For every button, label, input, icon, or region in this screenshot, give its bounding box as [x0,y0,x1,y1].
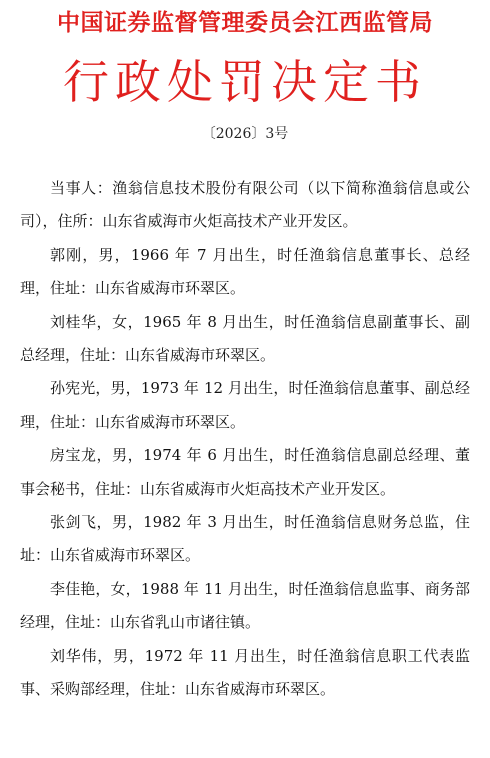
party-paragraph: 张剑飞，男，1982 年 3 月出生，时任渔翁信息财务总监，住址：山东省威海市环翠区。 [20,513,470,565]
party-paragraph: 刘桂华，女，1965 年 8 月出生，时任渔翁信息副董事长、副总经理，住址：山东省威海市环翠区。 [20,312,470,365]
party-paragraph: 房宝龙，男，1974 年 6 月出生，时任渔翁信息副总经理、董事会秘书，住址：山东省威海市火炬高技术产业开发区。 [20,446,470,498]
document-title: 行政处罚决定书 [63,55,427,109]
issuing-agency: 中国证券监督管理委员会江西监管局 [57,9,433,36]
document-number: 〔2026〕3号 [201,126,289,142]
party-paragraph: 当事人：渔翁信息技术股份有限公司（以下简称渔翁信息或公司），住所：山东省威海市火炬高技术产业开发区。 [20,179,470,231]
party-paragraph: 李佳艳，女，1988 年 11 月出生，时任渔翁信息监事、商务部经理，住址：山东省乳山市诸往镇。 [20,579,470,632]
party-paragraph: 刘华伟，男，1972 年 11 月出生，时任渔翁信息职工代表监事、采购部经理，住址：山东省威海市环翠区。 [20,646,470,699]
party-paragraph: 孙宪光，男，1973 年 12 月出生，时任渔翁信息董事、副总经理，住址：山东省威海市环翠区。 [20,379,470,431]
document-body [20,172,470,707]
party-paragraph: 郭刚，男，1966 年 7 月出生，时任渔翁信息董事长、总经理，住址：山东省威海市环翠区。 [20,245,470,298]
